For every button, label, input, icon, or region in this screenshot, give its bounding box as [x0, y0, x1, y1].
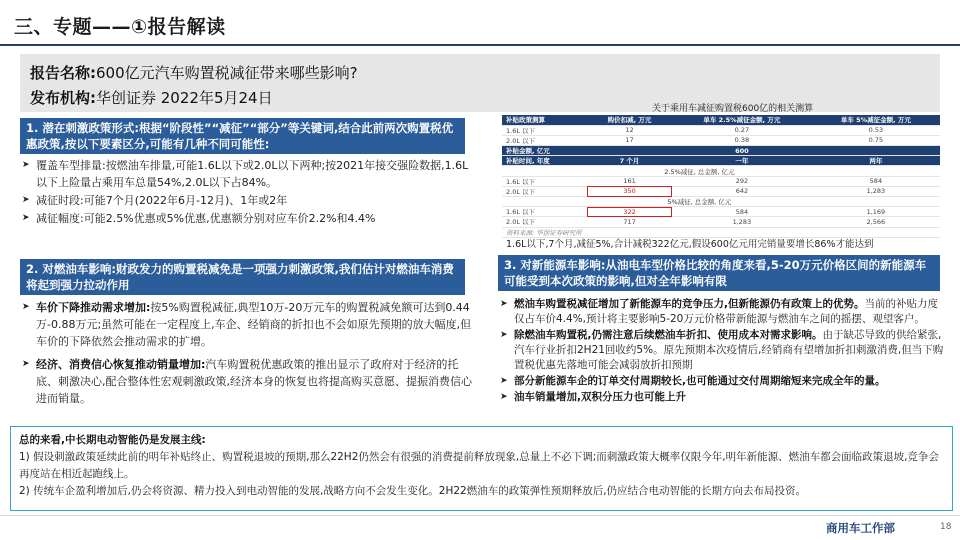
table-header-cell: 单车 5%减征金额, 万元 — [812, 115, 940, 125]
list-item — [500, 297, 945, 327]
list-item — [500, 374, 945, 389]
bullet-bold: 部分新能源车企的订单交付周期较长,也可能通过交付周期缩短来完成全年的量。 — [514, 375, 886, 387]
bullet-text: 汽车购置税优惠政策的推出显示了政府对于经济的托底、刺激决心,配合整体性宏观刺激政策,经济本身的恢复也将提高购买意愿、提振消费信心进而销量。 — [36, 358, 472, 405]
table-header-cell: 补贴金额, 亿元 — [502, 146, 587, 156]
section3-heading: 3. 对新能源车影响:从油电车型价格比较的角度来看,5-20万元价格区间的新能源车可能受到本次政策的影响,但对全年影响有限 — [498, 255, 940, 291]
table-caption: 关于乘用车减征购置税600亿的相关测算 — [652, 104, 814, 114]
list-item — [22, 192, 477, 209]
table-note: 1.6L以下,7个月,减征5%,合计减税322亿元,假设600亿元用完销量要增长86%才能达到 — [506, 239, 874, 250]
report-name-value: 600亿元汽车购置税减征带来哪些影响? — [96, 64, 358, 82]
table-row — [502, 186, 940, 196]
summary-paragraph: 1) 假设刺激政策延续此前的明年补贴终止、购置税退坡的预期,那么22H2仍然会有很强的消费提前释放现象,总量上不必下调;而刺激政策大概率仅限今年,明年新能源、燃油车都会面临政策退坡,竞争会再度站在相近起跑线上。 — [19, 451, 939, 480]
table-cell: 0.75 — [812, 135, 940, 145]
list-item — [500, 390, 945, 405]
table-cell: 1.6L 以下 — [502, 176, 587, 186]
list-item — [22, 210, 477, 227]
arrowhead-bullet-icon: ➤ — [22, 160, 30, 170]
table-subheader: 2.5%减征, 总金额, 亿元 — [587, 166, 812, 176]
summary-title: 总的来看,中长期电动智能仍是发展主线: — [19, 434, 206, 446]
table-cell: 292 — [672, 176, 812, 186]
table-cell: 1,169 — [812, 207, 940, 217]
table-cell: 12 — [587, 125, 672, 135]
table-row — [502, 135, 940, 145]
table-cell: 2,566 — [812, 217, 940, 227]
bullet-text: 由于缺芯导致的供给紧张,汽车行业折扣2H21回收约5%。原先预期本次疫情后,经销商有望增加折扣刺激消费,但当下购置税优惠先落地可能会减弱放折扣预期 — [514, 329, 944, 371]
table-subheader-row — [502, 197, 940, 207]
table-cell: 0.38 — [672, 135, 812, 145]
table-cell: 2.0L 以下 — [502, 186, 587, 196]
section2-heading: 2. 对燃油车影响:财政发力的购置税减免是一项强力刺激政策,我们估计对燃油车消费将起到强力拉动作用 — [20, 259, 465, 295]
arrowhead-bullet-icon: ➤ — [22, 302, 30, 312]
table-header-cell: 补贴政策测算 — [502, 115, 587, 125]
arrowhead-bullet-icon: ➤ — [22, 213, 30, 223]
table-header-cell: 600 — [672, 146, 812, 156]
report-org-label: 发布机构: — [30, 89, 96, 107]
table-row — [502, 207, 940, 217]
arrowhead-bullet-icon: ➤ — [22, 359, 30, 369]
table-header-row — [502, 115, 940, 125]
table-header-row — [502, 156, 940, 166]
list-item — [22, 157, 477, 191]
bullet-text: 覆盖车型排量:按燃油车排量,可能1.6L以下或2.0L以下两种;按2021年接交强险数据,1.6L以下上险量占乘用车总量54%,2.0L以下占84%。 — [36, 159, 469, 189]
bullet-bold: 油车销量增加,双积分压力也可能上升 — [514, 391, 686, 403]
page-number: 18 — [940, 522, 952, 532]
report-name-line — [30, 62, 358, 83]
bullet-text: 减征幅度:可能2.5%优惠或5%优惠,优惠额分别对应车价2.2%和4.4% — [36, 212, 376, 225]
table-cell: 1,283 — [812, 186, 940, 196]
list-item — [500, 328, 945, 373]
table-row — [502, 217, 940, 227]
table-subheader-row — [502, 166, 940, 176]
table-row — [502, 176, 940, 186]
title-divider — [0, 44, 960, 46]
table-cell: 0.27 — [672, 125, 812, 135]
table-header-cell: 7 个月 — [587, 156, 672, 166]
table-source: 资料来源: 华创证券研究所 — [502, 227, 940, 237]
table-header-cell — [812, 146, 940, 156]
highlighted-cell: 350 — [587, 186, 672, 196]
report-name-label: 报告名称: — [30, 64, 96, 82]
table-cell: 2.0L 以下 — [502, 217, 587, 227]
table-header-cell: 两年 — [812, 156, 940, 166]
section2-bullets — [22, 299, 474, 413]
table-cell: 717 — [587, 217, 672, 227]
page-title: 三、专题——①报告解读 — [14, 16, 226, 38]
list-item — [22, 356, 474, 407]
summary-box — [10, 426, 953, 511]
bullet-bold: 车价下降推动需求增加: — [36, 301, 151, 314]
department-label: 商用车工作部 — [826, 521, 895, 535]
table-header-cell: 单车 2.5%减征金额, 万元 — [672, 115, 812, 125]
bullet-text: 按5%购置税减征,典型10万-20万元车的购置税减免额可达到0.44万-0.88万元;虽然可能在一定程度上,车企、经销商的折扣也不会如原先预期的放大幅度,但车价的下降依然会推动需求的扩增。 — [36, 301, 472, 348]
table-header-row — [502, 146, 940, 156]
arrowhead-bullet-icon: ➤ — [500, 376, 508, 386]
summary-paragraph: 2) 传统车企盈利增加后,仍会将资源、精力投入到电动智能的发展,战略方向不会发生变化。2H22燃油车的政策弹性预期释放后,仍应结合电动智能的长期方向去布局投资。 — [19, 485, 807, 497]
table-subheader: 5%减征, 总金额, 亿元 — [587, 197, 812, 207]
table-cell: 2.0L 以下 — [502, 135, 587, 145]
bullet-bold: 燃油车购置税减征增加了新能源车的竞争压力,但新能源仍有政策上的优势。 — [514, 298, 865, 310]
list-item — [22, 299, 474, 350]
table-cell: 161 — [587, 176, 672, 186]
arrowhead-bullet-icon: ➤ — [500, 392, 508, 402]
table-row — [502, 125, 940, 135]
bullet-bold: 除燃油车购置税,仍需注意后续燃油车折扣、使用成本对需求影响。 — [514, 329, 823, 341]
table-cell: 0.53 — [812, 125, 940, 135]
table-header-cell: 一年 — [672, 156, 812, 166]
section3-bullets — [500, 297, 945, 406]
table-header-cell: 补贴时间, 年度 — [502, 156, 587, 166]
bullet-bold: 经济、消费信心恢复推动销量增加: — [36, 358, 206, 371]
bullet-text: 减征时段:可能7个月(2022年6月-12月)、1年或2年 — [36, 194, 288, 207]
table-cell: 1.6L 以下 — [502, 125, 587, 135]
section1-heading: 1. 潜在刺激政策形式:根据“阶段性”“减征”“部分”等关键词,结合此前两次购置税优惠政策,按以下要素区分,可能有几种不同可能性: — [20, 118, 465, 154]
report-org-value: 华创证券 2022年5月24日 — [96, 89, 273, 107]
table-cell: 1.6L 以下 — [502, 207, 587, 217]
section1-bullets — [22, 157, 477, 228]
table-cell: 584 — [812, 176, 940, 186]
footer-divider — [0, 515, 960, 516]
table-cell: 17 — [587, 135, 672, 145]
table-header-cell — [587, 146, 672, 156]
table-cell: 1,283 — [672, 217, 812, 227]
estimate-table — [502, 115, 940, 238]
table-header-cell: 购价扣减, 万元 — [587, 115, 672, 125]
arrowhead-bullet-icon: ➤ — [500, 330, 508, 340]
highlighted-cell: 322 — [587, 207, 672, 217]
arrowhead-bullet-icon: ➤ — [500, 299, 508, 309]
bullet-text: 当前的补贴力度仅占车价4.4%,预计将主要影响5-20万元价格带新能源与燃油车之间的摇摆、观望客户。 — [514, 298, 938, 325]
report-org-line — [30, 87, 273, 108]
arrowhead-bullet-icon: ➤ — [22, 195, 30, 205]
table-cell: 642 — [672, 186, 812, 196]
table-cell: 584 — [672, 207, 812, 217]
